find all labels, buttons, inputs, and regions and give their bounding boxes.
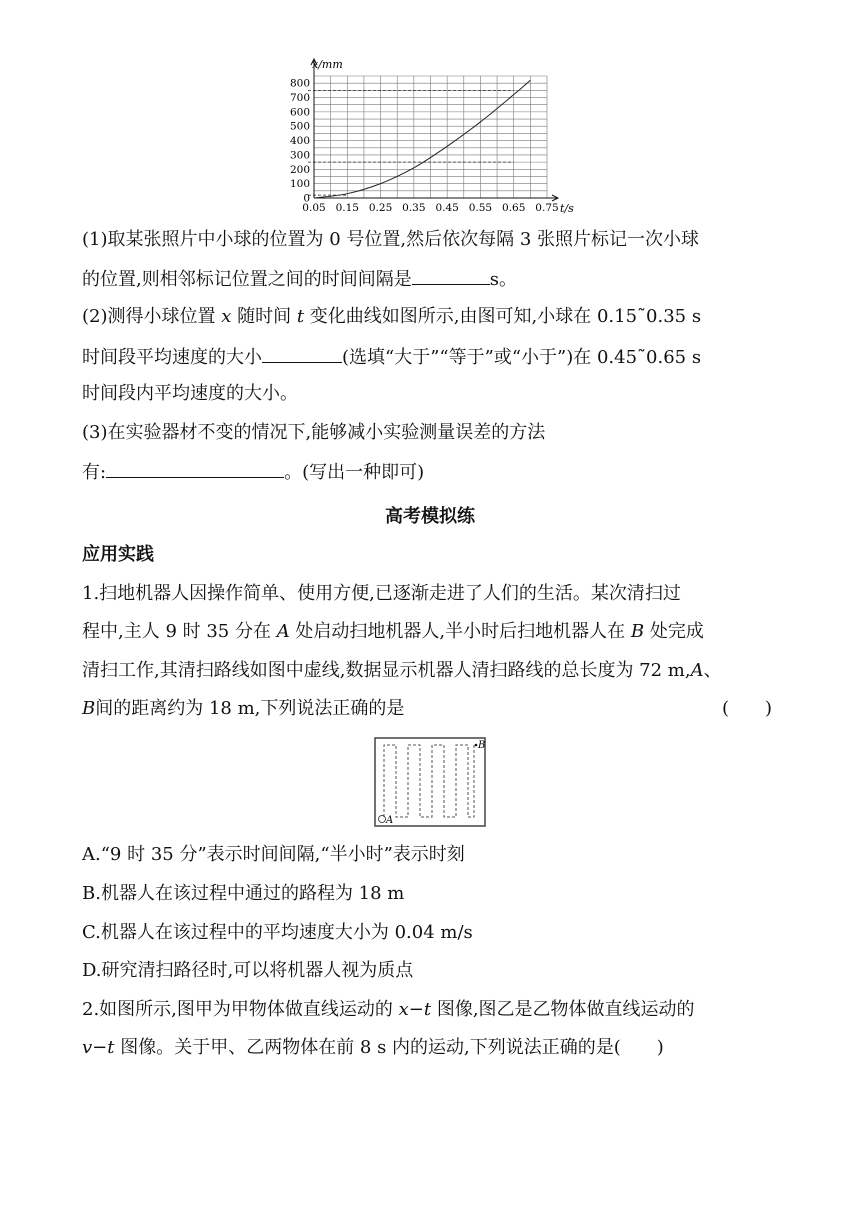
point-b-dot [475, 744, 478, 747]
y-axis-label: x/mm [312, 58, 343, 71]
x-tick-label: 0.15 [335, 202, 359, 214]
q1-option-c[interactable]: C.机器人在该过程中的平均速度大小为 0.04 m/s [82, 922, 473, 943]
robot-icon [379, 816, 386, 823]
answer-blank-3[interactable] [106, 459, 284, 478]
x-tick-label: 0.25 [368, 202, 393, 214]
q-exp-part2-line1: (2)测得小球位置 x 随时间 t 变化曲线如图所示,由图可知,小球在 0.15˜0.35 s [82, 306, 702, 327]
q1-line4: B间的距离约为 18 m,下列说法正确的是 [82, 698, 405, 719]
q1-option-a[interactable]: A.“9 时 35 分”表示时间间隔,“半小时”表示时刻 [82, 844, 465, 865]
y-tick-label: 500 [289, 120, 310, 133]
x-tick-label: 0.75 [535, 202, 559, 214]
y-tick-label: 800 [289, 77, 310, 90]
point-a-label: A [386, 815, 394, 826]
q-exp-part2-line3: 时间段内平均速度的大小。 [82, 383, 298, 404]
x-tick-label: 0.65 [502, 202, 526, 214]
y-tick-label: 700 [289, 92, 310, 105]
q2-line2: v−t 图像。关于甲、乙两物体在前 8 s 内的运动,下列说法正确的是( ) [82, 1037, 664, 1058]
q1-option-d[interactable]: D.研究清扫路径时,可以将机器人视为质点 [82, 960, 414, 981]
answer-blank-1[interactable] [412, 266, 490, 285]
q1-answer-paren[interactable]: ( ) [722, 698, 773, 719]
x-tick-label: 0.45 [435, 202, 459, 214]
x-tick-label: 0.05 [302, 202, 326, 214]
y-tick-label: 400 [289, 135, 310, 148]
q-exp-part2-line2: 时间段平均速度的大小 (选填“大于”“等于”或“小于”)在 0.45˜0.65 s [82, 344, 701, 370]
y-tick-label: 0 [303, 192, 310, 205]
y-tick-label: 100 [289, 178, 310, 191]
cleaning-path [384, 745, 474, 817]
point-b-label: B [478, 740, 486, 751]
q-exp-part3-line1: (3)在实验器材不变的情况下,能够减小实验测量误差的方法 [82, 422, 546, 443]
q1-option-b[interactable]: B.机器人在该过程中通过的路程为 18 m [82, 883, 405, 904]
q1-line2: 程中,主人 9 时 35 分在 A 处启动扫地机器人,半小时后扫地机器人在 B 处完成 [82, 621, 704, 642]
graph-ticks [290, 78, 559, 214]
x-t-curve [314, 80, 530, 198]
x-tick-label: 0.35 [402, 202, 426, 214]
robot-path-figure [374, 737, 486, 827]
q-exp-part1-line1: (1)取某张照片中小球的位置为 0 号位置,然后依次每隔 3 张照片标记一次小球 [82, 229, 700, 250]
answer-blank-2[interactable] [262, 344, 342, 363]
x-axis-label: t/s [560, 202, 574, 215]
y-tick-label: 200 [289, 163, 310, 176]
q2-line1: 2.如图所示,图甲为甲物体做直线运动的 x−t 图像,图乙是乙物体做直线运动的 [82, 999, 695, 1020]
graph-axes [311, 59, 558, 201]
section-title: 高考模拟练 [385, 506, 475, 527]
subsection-title: 应用实践 [82, 544, 154, 565]
y-tick-label: 300 [289, 149, 310, 162]
q1-line1: 1.扫地机器人因操作简单、使用方便,已逐渐走进了人们的生活。某次清扫过 [82, 583, 681, 604]
y-tick-label: 600 [289, 106, 310, 119]
x-t-graph [284, 56, 574, 218]
q-exp-part1-line2: 的位置,则相邻标记位置之间的时间间隔是 s。 [82, 266, 517, 292]
q-exp-part3-line2: 有: 。(写出一种即可) [82, 459, 424, 485]
x-tick-label: 0.55 [468, 202, 493, 214]
q1-line3: 清扫工作,其清扫路线如图中虚线,数据显示机器人清扫路线的总长度为 72 m,A、 [82, 660, 722, 681]
graph-grid [308, 76, 547, 198]
